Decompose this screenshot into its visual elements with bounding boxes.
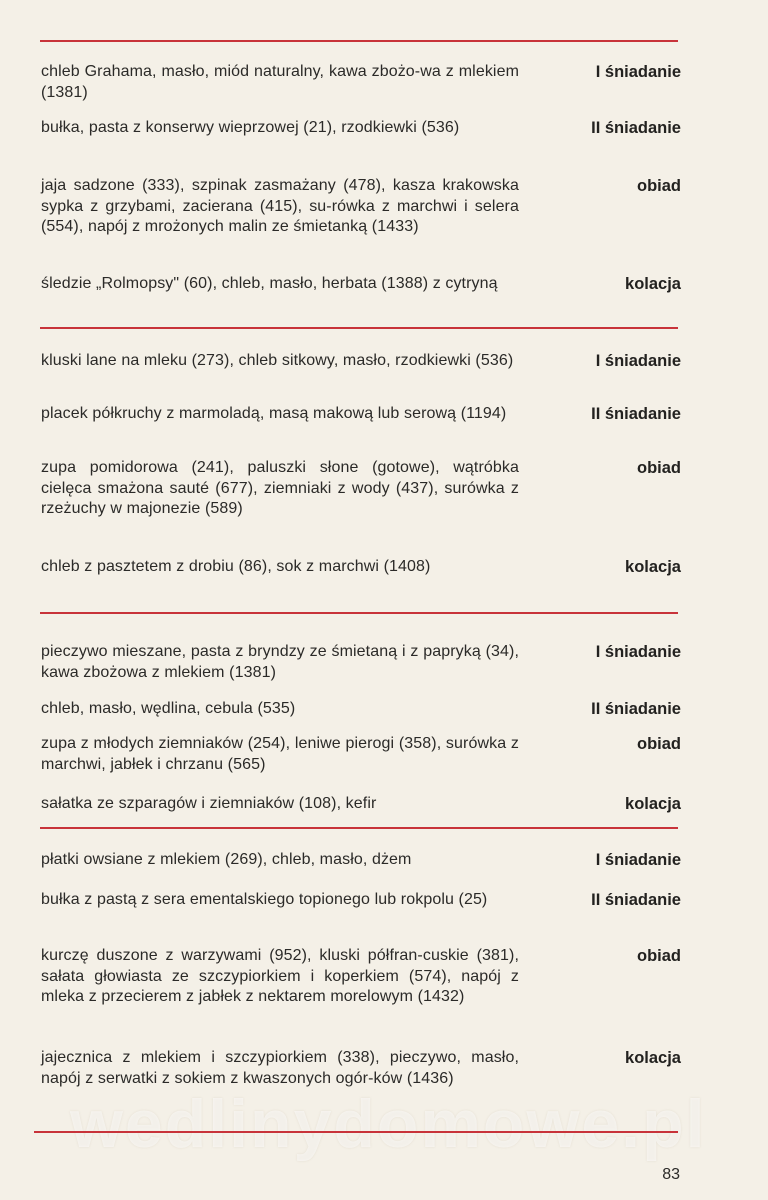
- dish-description: sałatka ze szparagów i ziemniaków (108), kefir: [41, 795, 377, 812]
- meal-label: I śniadanie: [595, 352, 681, 370]
- menu-entry: [41, 176, 681, 238]
- dish-description: bułka, pasta z konserwy wieprzowej (21), rzodkiewki (536): [41, 119, 460, 136]
- menu-entry: [41, 351, 681, 372]
- meal-label: kolacja: [625, 1049, 681, 1067]
- dish-description: zupa z młodych ziemniaków (254), leniwe pierogi (358), surówka z marchwi, jabłek i chrzanu (565): [41, 735, 519, 773]
- dish-description: kurczę duszone z warzywami (952), kluski półfran-cuskie (381), sałata głowiasta ze szczypiorkiem i koperkiem (574), napój z mleka z przecierem z jabłek z nektarem morelowym (1432): [41, 947, 519, 1005]
- watermark: wedlinydomowe.pl: [70, 1086, 707, 1162]
- menu-entry: [41, 699, 681, 720]
- section-divider: [34, 1131, 678, 1133]
- meal-label: I śniadanie: [595, 63, 681, 81]
- dish-description: jajecznica z mlekiem i szczypiorkiem (338), pieczywo, masło, napój z serwatki z sokiem z kwaszonych ogór-ków (1436): [41, 1049, 519, 1087]
- menu-entry: [41, 404, 681, 425]
- dish-description: śledzie „Rolmopsy" (60), chleb, masło, herbata (1388) z cytryną: [41, 275, 498, 292]
- meal-label: obiad: [637, 735, 681, 753]
- meal-label: II śniadanie: [591, 119, 681, 137]
- meal-label: I śniadanie: [595, 643, 681, 661]
- menu-entry: [41, 850, 681, 871]
- dish-description: zupa pomidorowa (241), paluszki słone (gotowe), wątróbka cielęca smażona sauté (677), ziemniaki z wody (437), surówka z rzeżuchy w majonezie (589): [41, 459, 519, 517]
- section-divider: [40, 327, 678, 329]
- dish-description: kluski lane na mleku (273), chleb sitkowy, masło, rzodkiewki (536): [41, 352, 514, 369]
- dish-description: chleb Grahama, masło, miód naturalny, kawa zbożo-wa z mlekiem (1381): [41, 63, 519, 101]
- dish-description: placek półkruchy z marmoladą, masą makową lub serową (1194): [41, 405, 507, 422]
- menu-entry: [41, 458, 681, 520]
- menu-entry: [41, 274, 681, 295]
- menu-entry: [41, 642, 681, 683]
- dish-description: płatki owsiane z mlekiem (269), chleb, masło, dżem: [41, 851, 412, 868]
- meal-label: II śniadanie: [591, 700, 681, 718]
- meal-label: II śniadanie: [591, 405, 681, 423]
- meal-label: obiad: [637, 947, 681, 965]
- menu-entry: [41, 794, 681, 815]
- menu-entry: [41, 557, 681, 578]
- dish-description: pieczywo mieszane, pasta z bryndzy ze śmietaną i z papryką (34), kawa zbożowa z mlekiem (1381): [41, 643, 519, 681]
- meal-label: obiad: [637, 459, 681, 477]
- meal-label: kolacja: [625, 275, 681, 293]
- dish-description: jaja sadzone (333), szpinak zasmażany (478), kasza krakowska sypka z grzybami, zacierana (415), su-rówka z marchwi i selera (554), napój z mrożonych malin ze śmietanką (1433): [41, 177, 519, 235]
- menu-entry: [41, 118, 681, 139]
- menu-entry: [41, 734, 681, 775]
- meal-label: obiad: [637, 177, 681, 195]
- meal-label: kolacja: [625, 558, 681, 576]
- meal-label: kolacja: [625, 795, 681, 813]
- dish-description: chleb, masło, wędlina, cebula (535): [41, 700, 296, 717]
- meal-label: II śniadanie: [591, 891, 681, 909]
- section-divider: [40, 612, 678, 614]
- dish-description: chleb z pasztetem z drobiu (86), sok z marchwi (1408): [41, 558, 431, 575]
- section-divider: [40, 827, 678, 829]
- section-divider: [40, 40, 678, 42]
- dish-description: bułka z pastą z sera ementalskiego topionego lub rokpolu (25): [41, 891, 488, 908]
- menu-entry: [41, 890, 681, 911]
- menu-entry: [41, 1048, 681, 1089]
- meal-label: I śniadanie: [595, 851, 681, 869]
- page-number: 83: [662, 1166, 680, 1183]
- menu-entry: [41, 62, 681, 103]
- menu-entry: [41, 946, 681, 1008]
